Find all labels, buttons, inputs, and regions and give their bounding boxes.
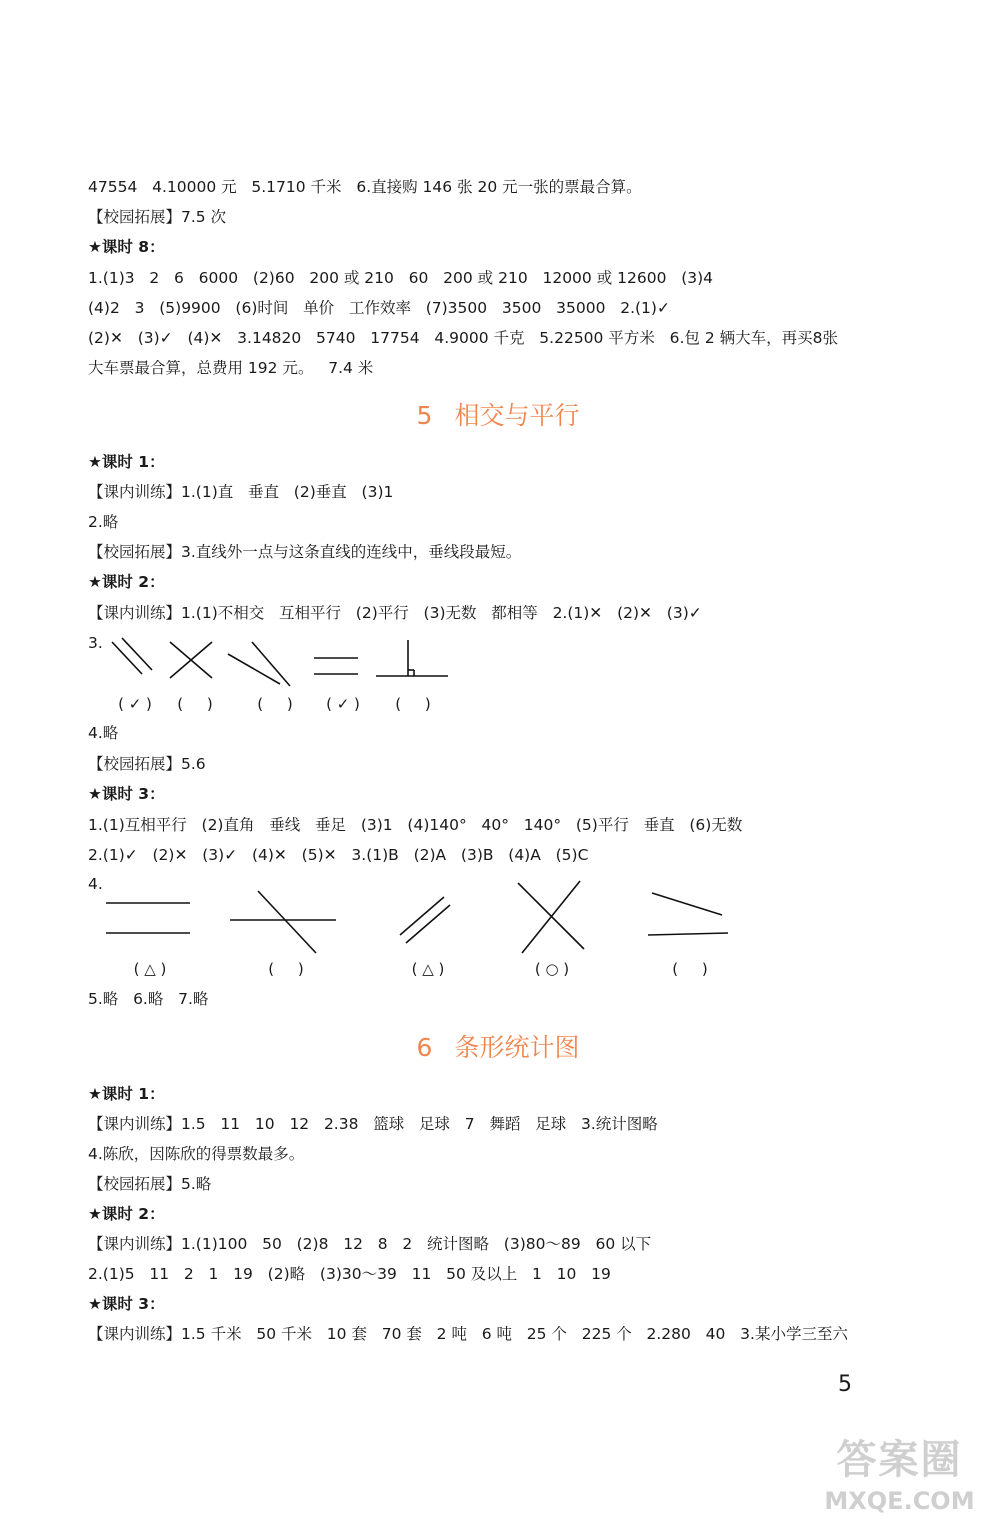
lesson-heading: ★课时 2： (88, 1205, 165, 1223)
answer-line: 4. (88, 875, 103, 893)
q4-line-figures (90, 875, 750, 960)
answer-mark: ( ✓ ) (118, 695, 152, 713)
answer-line: 【课内训练】1.(1)不相交 互相平行 (2)平行 (3)无数 都相等 2.(1)✕ (2)✕ (3)✓ (88, 604, 702, 622)
figure-line (228, 654, 280, 684)
answer-line: 2.略 (88, 513, 119, 531)
section-title (0, 400, 996, 432)
answer-mark: ( △ ) (411, 960, 445, 978)
figure-line (522, 881, 580, 953)
section-title-text: 条形统计图 (454, 1033, 580, 1062)
figure-line (652, 893, 722, 915)
answer-mark: ( ) (395, 695, 431, 713)
answer-line: 【校园拓展】3.直线外一点与这条直线的连线中，垂线段最短。 (88, 543, 522, 561)
answer-line: 1.(1)互相平行 (2)直角 垂线 垂足 (3)1 (4)140° 40° 140° (5)平行 垂直 (6)无数 (88, 816, 743, 834)
section-number: 6 (416, 1033, 433, 1062)
answer-line: 大车票最合算，总费用 192 元。 7.4 米 (88, 359, 374, 377)
watermark-sub: MXQE.COM (824, 1487, 975, 1515)
answer-mark: ( ) (268, 960, 304, 978)
figure-line (112, 642, 142, 674)
answer-line: 【课内训练】1.(1)直 垂直 (2)垂直 (3)1 (88, 483, 394, 501)
answer-line: 3. (88, 634, 103, 652)
answer-line: 4.陈欣，因陈欣的得票数最多。 (88, 1145, 305, 1163)
answer-line: 4.略 (88, 724, 119, 742)
figure-line (648, 933, 728, 935)
answer-mark: ( ○ ) (534, 960, 570, 978)
answer-line: 47554 4.10000 元 5.1710 千米 6.直接购 146 张 20 元一张的票最合算。 (88, 178, 642, 196)
lesson-heading: ★课时 1： (88, 453, 165, 471)
answer-mark: ( ) (177, 695, 213, 713)
answer-line: 2.(1)✓ (2)✕ (3)✓ (4)✕ (5)✕ 3.(1)B (2)A (3)B (4)A (5)C (88, 846, 589, 864)
answer-line: 【课内训练】1.5 11 10 12 2.38 篮球 足球 7 舞蹈 足球 3.统计图略 (88, 1115, 658, 1133)
figure-line (122, 638, 152, 670)
lesson-heading: ★课时 3： (88, 785, 165, 803)
page-number: 5 (838, 1372, 852, 1397)
watermark-logo (812, 1435, 987, 1530)
lesson-heading: ★课时 8： (88, 238, 165, 256)
answer-line: 5.略 6.略 7.略 (88, 990, 209, 1008)
watermark-main: 答案圈 (836, 1437, 963, 1483)
answer-line: (2)✕ (3)✓ (4)✕ 3.14820 5740 17754 4.9000 千克 5.22500 平方米 6.包 2 辆大车，再买8张 (88, 329, 838, 347)
answer-line: 【校园拓展】5.6 (88, 755, 206, 773)
answer-mark: ( ✓ ) (326, 695, 360, 713)
figure-line (258, 891, 316, 953)
answer-line: 2.(1)5 11 2 1 19 (2)略 (3)30～39 11 50 及以上 1 10 19 (88, 1265, 611, 1283)
lesson-heading: ★课时 2： (88, 573, 165, 591)
answer-line: 【课内训练】1.(1)100 50 (2)8 12 8 2 统计图略 (3)80～89 60 以下 (88, 1235, 652, 1253)
section-title-text: 相交与平行 (454, 401, 580, 430)
answer-mark: ( ) (672, 960, 708, 978)
answer-mark: ( △ ) (133, 960, 167, 978)
lesson-heading: ★课时 3： (88, 1295, 165, 1313)
lesson-heading: ★课时 1： (88, 1085, 165, 1103)
answer-mark: ( ) (257, 695, 293, 713)
q3-line-figures (100, 632, 460, 692)
section-title (0, 1032, 996, 1064)
section-number: 5 (416, 401, 433, 430)
answer-line: 【课内训练】1.5 千米 50 千米 10 套 70 套 2 吨 6 吨 25 个 225 个 2.280 40 3.某小学三至六 (88, 1325, 848, 1343)
answer-line: 【校园拓展】5.略 (88, 1175, 212, 1193)
answer-line: 【校园拓展】7.5 次 (88, 208, 227, 226)
answer-line: (4)2 3 (5)9900 (6)时间 单价 工作效率 (7)3500 3500 35000 2.(1)✓ (88, 299, 670, 317)
answer-line: 1.(1)3 2 6 6000 (2)60 200 或 210 60 200 或 210 12000 或 12600 (3)4 (88, 269, 714, 287)
